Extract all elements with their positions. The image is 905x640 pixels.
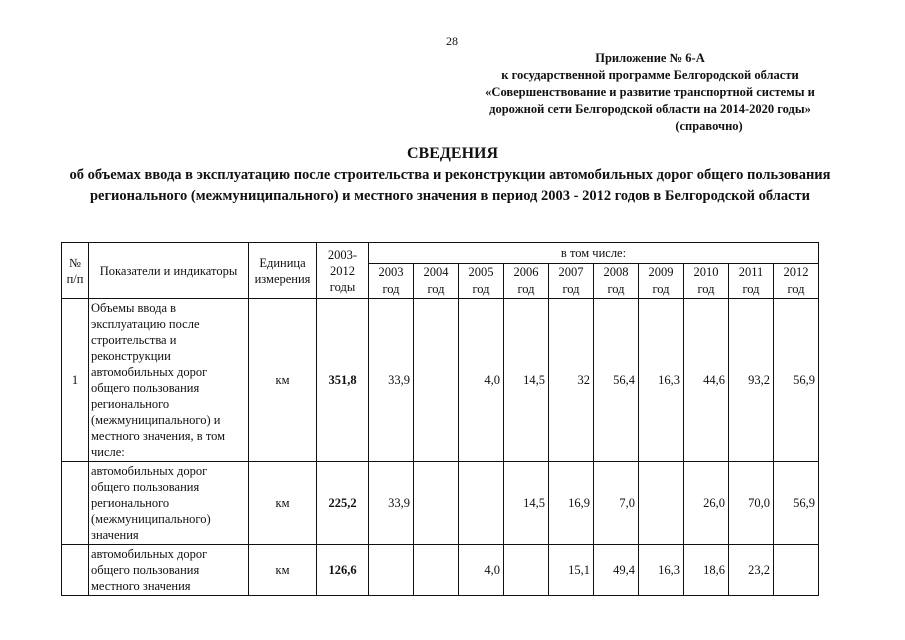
table-row [62, 299, 819, 462]
row-unit: км [249, 545, 317, 596]
row-value: 93,2 [729, 299, 774, 462]
row-value: 16,9 [549, 462, 594, 545]
appendix-line-4: дорожной сети Белгородской области на 2014-2020 годы» [489, 102, 811, 116]
header-year: 2010 год [684, 264, 729, 299]
row-value: 32 [549, 299, 594, 462]
document-title: СВЕДЕНИЯ [406, 145, 499, 162]
appendix-line-3: «Совершенствование и развитие транспортной системы и [485, 85, 815, 99]
header-year: 2011 год [729, 264, 774, 299]
appendix-line-1: Приложение № 6-А [595, 51, 705, 65]
row-value [414, 299, 459, 462]
table-row [62, 545, 819, 596]
row-value: 14,5 [504, 462, 549, 545]
row-value: 49,4 [594, 545, 639, 596]
row-value: 16,3 [639, 545, 684, 596]
row-value: 4,0 [459, 299, 504, 462]
row-indicator: автомобильных дорог общего пользования местного значения [89, 545, 249, 596]
row-value [414, 545, 459, 596]
row-value [504, 545, 549, 596]
row-value: 4,0 [459, 545, 504, 596]
row-value: 7,0 [594, 462, 639, 545]
header-indicator: Показатели и индикаторы [89, 243, 249, 299]
row-value: 23,2 [729, 545, 774, 596]
row-value: 44,6 [684, 299, 729, 462]
header-year: 2012 год [774, 264, 819, 299]
row-value [414, 462, 459, 545]
header-year: 2004 год [414, 264, 459, 299]
header-including: в том числе: [369, 243, 819, 264]
header-total: 2003- 2012 годы [317, 243, 369, 299]
row-value [639, 462, 684, 545]
row-indicator: автомобильных дорог общего пользования регионального (межмуниципального) значения [89, 462, 249, 545]
row-unit: км [249, 462, 317, 545]
row-value [459, 462, 504, 545]
table-row [62, 462, 819, 545]
row-total: 225,2 [317, 462, 369, 545]
header-unit: Единица измерения [249, 243, 317, 299]
row-value: 56,4 [594, 299, 639, 462]
data-table [61, 242, 819, 596]
appendix-line-5: (справочно) [675, 119, 743, 133]
appendix-line-2: к государственной программе Белгородской области [501, 68, 799, 82]
row-value: 14,5 [504, 299, 549, 462]
row-value [369, 545, 414, 596]
appendix-header [480, 50, 820, 135]
row-total: 351,8 [317, 299, 369, 462]
row-num [62, 545, 89, 596]
document-subtitle: об объемах ввода в эксплуатацию после строительства и реконструкции автомобильных дорог общего пользования регионального (межмуниципального) и местного значения в период 2003 - 2012 годов в Белгородской области [69, 167, 831, 204]
row-value: 33,9 [369, 462, 414, 545]
row-value: 15,1 [549, 545, 594, 596]
row-value: 70,0 [729, 462, 774, 545]
header-year: 2005 год [459, 264, 504, 299]
row-num [62, 462, 89, 545]
row-total: 126,6 [317, 545, 369, 596]
row-value: 56,9 [774, 299, 819, 462]
row-num: 1 [62, 299, 89, 462]
row-value: 18,6 [684, 545, 729, 596]
page-number: 28 [446, 34, 458, 48]
row-unit: км [249, 299, 317, 462]
row-value: 16,3 [639, 299, 684, 462]
row-value: 56,9 [774, 462, 819, 545]
header-num: № п/п [62, 243, 89, 299]
header-year: 2009 год [639, 264, 684, 299]
header-year: 2007 год [549, 264, 594, 299]
header-year: 2003 год [369, 264, 414, 299]
row-value: 26,0 [684, 462, 729, 545]
header-year: 2006 год [504, 264, 549, 299]
row-indicator: Объемы ввода в эксплуатацию после строительства и реконструкции автомобильных дорог общего пользования регионального (межмуниципального) и местного значения, в том числе: [89, 299, 249, 462]
row-value [774, 545, 819, 596]
header-year: 2008 год [594, 264, 639, 299]
row-value: 33,9 [369, 299, 414, 462]
